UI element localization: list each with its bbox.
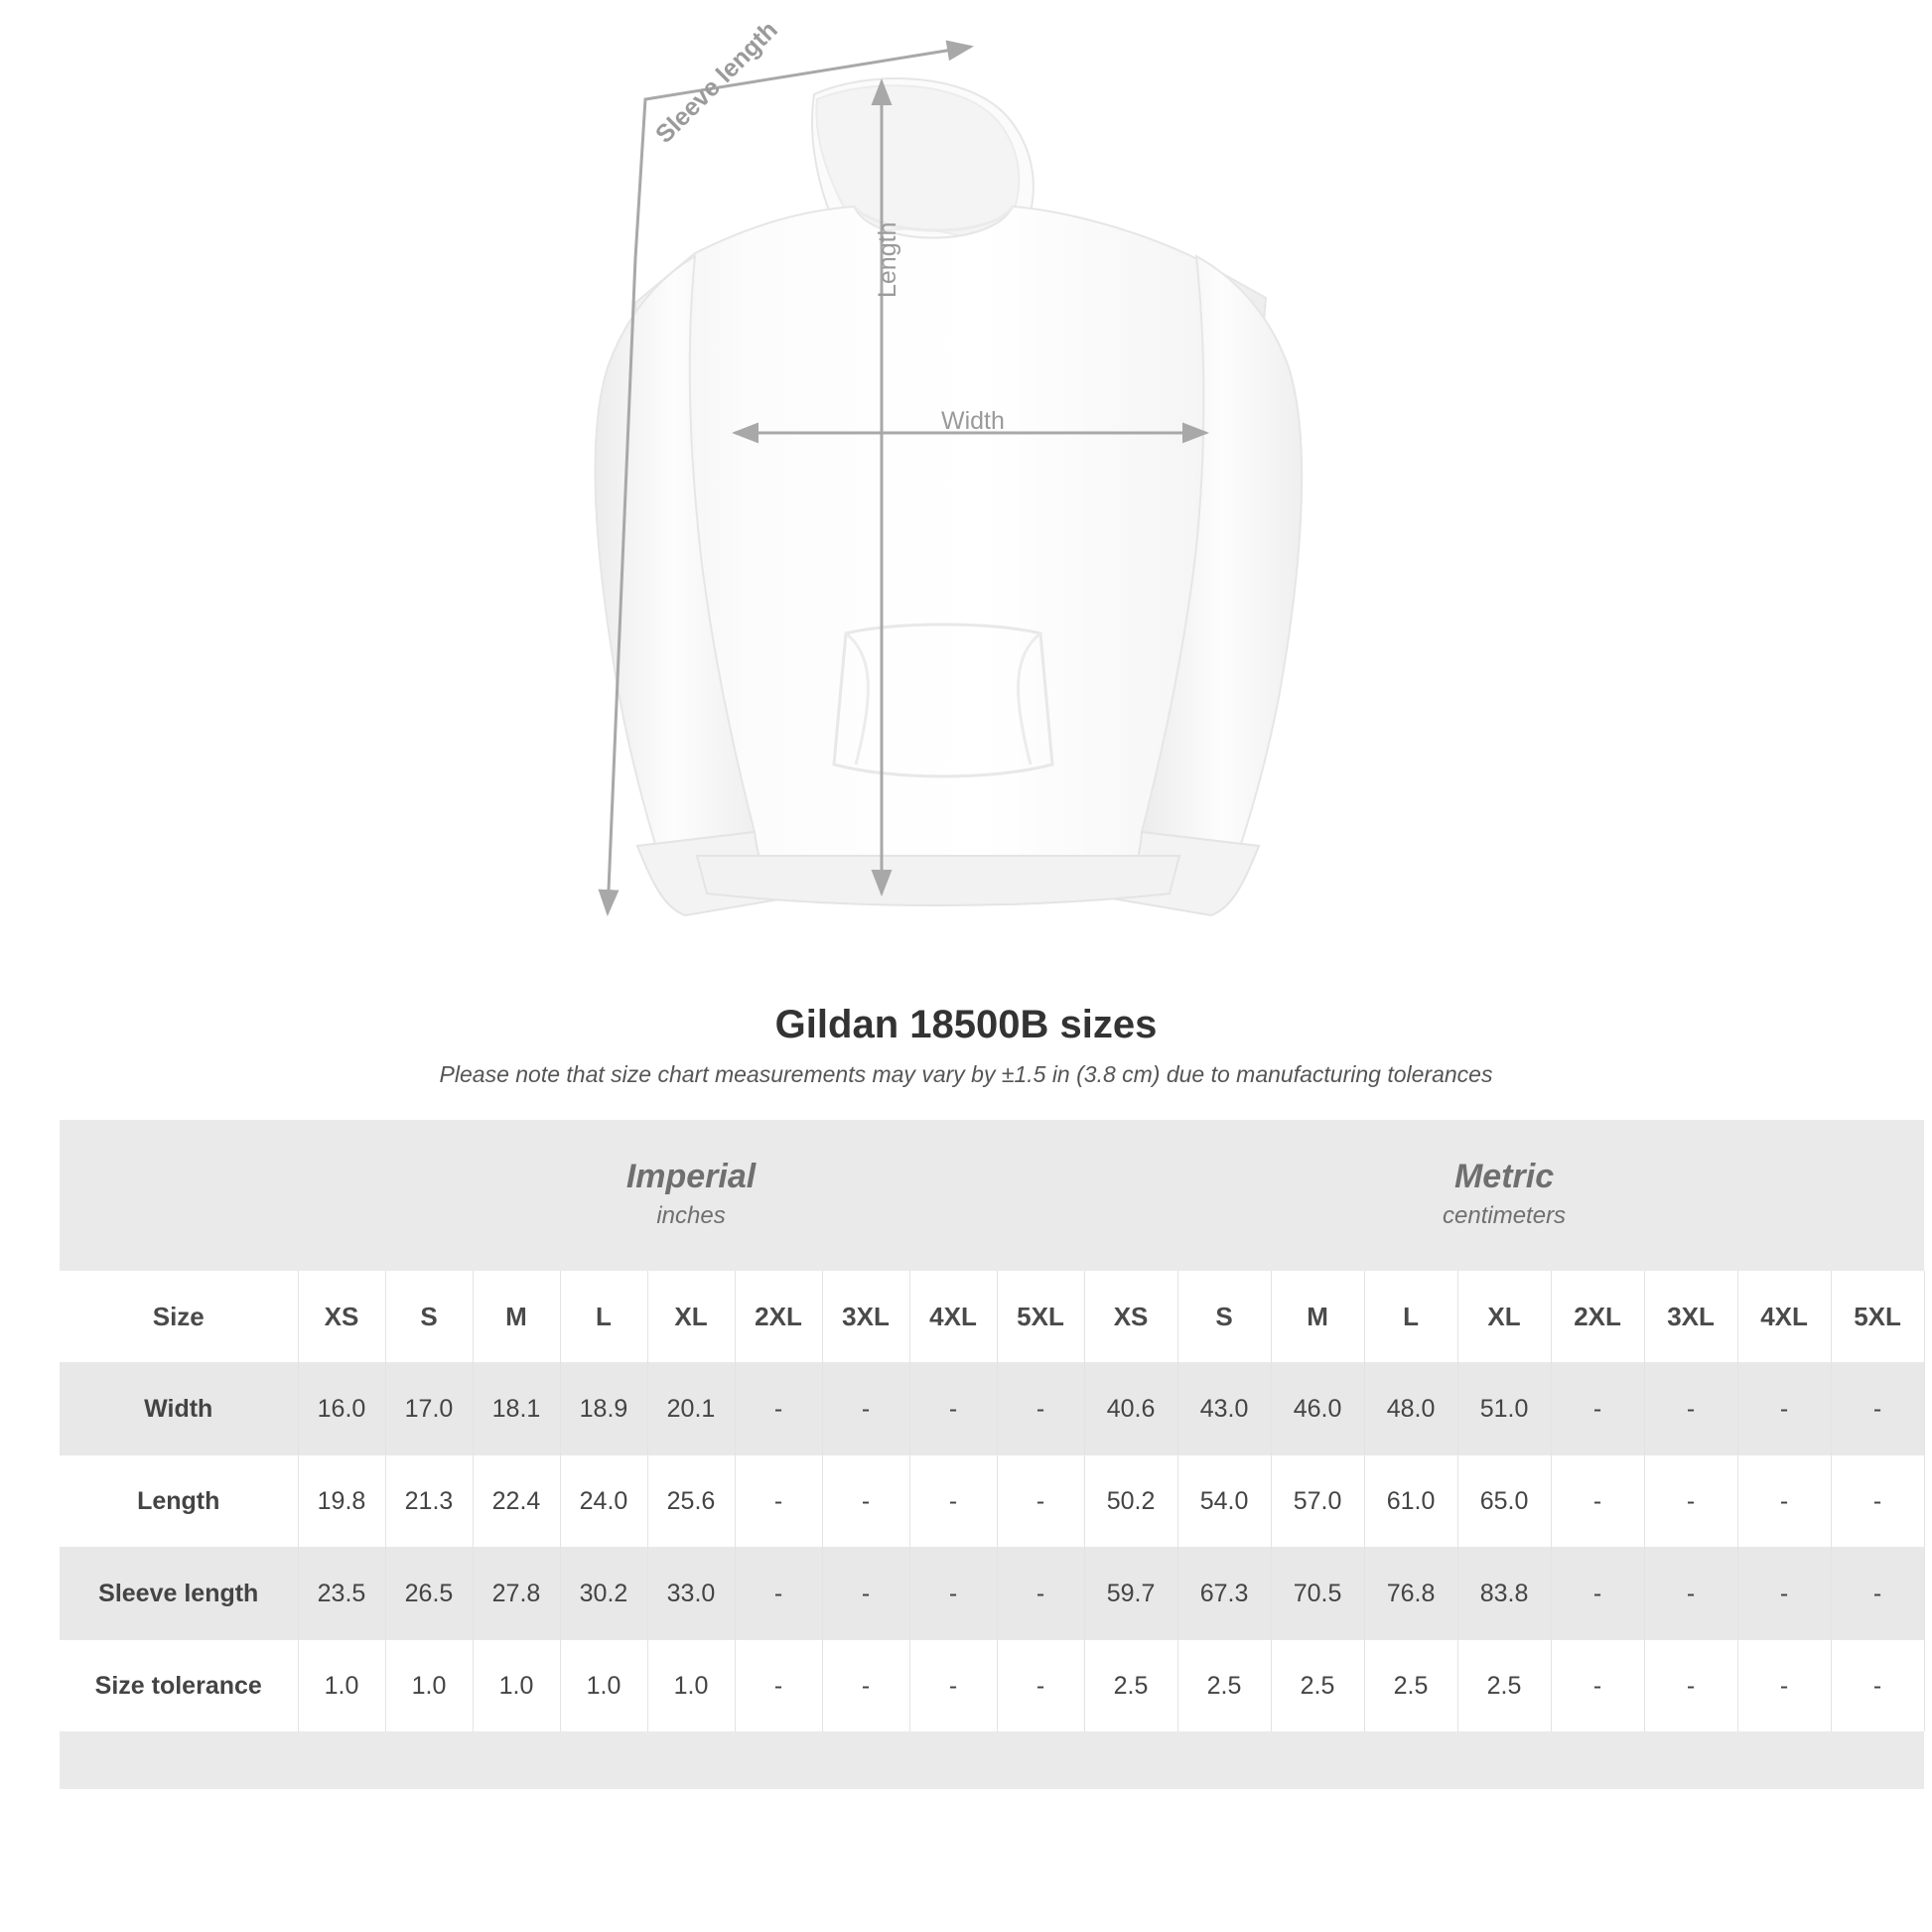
cell-length-imperial-3xl: - [822, 1455, 909, 1548]
header-metric-4xl: 4XL [1737, 1271, 1831, 1363]
header-imperial-xs: XS [298, 1271, 385, 1363]
header-metric-s: S [1177, 1271, 1271, 1363]
cell-length-metric-4xl: - [1737, 1455, 1831, 1548]
cell-length-imperial-5xl: - [997, 1455, 1084, 1548]
size-chart-table [60, 1120, 1925, 1789]
cell-tolerance-imperial-5xl: - [997, 1640, 1084, 1732]
cell-width-metric-2xl: - [1551, 1363, 1644, 1455]
cell-tolerance-metric-l: 2.5 [1364, 1640, 1457, 1732]
cell-sleeve-imperial-5xl: - [997, 1548, 1084, 1640]
size-header-label: Size [60, 1271, 298, 1363]
cell-sleeve-imperial-l: 30.2 [560, 1548, 647, 1640]
cell-width-imperial-l: 18.9 [560, 1363, 647, 1455]
cell-length-metric-xs: 50.2 [1084, 1455, 1177, 1548]
cell-tolerance-imperial-3xl: - [822, 1640, 909, 1732]
cell-length-imperial-m: 22.4 [473, 1455, 560, 1548]
cell-sleeve-metric-l: 76.8 [1364, 1548, 1457, 1640]
cell-sleeve-metric-s: 67.3 [1177, 1548, 1271, 1640]
cell-tolerance-metric-xs: 2.5 [1084, 1640, 1177, 1732]
unit-spacer-cell [60, 1120, 298, 1271]
unit-header-row [60, 1120, 1924, 1271]
cell-sleeve-imperial-3xl: - [822, 1548, 909, 1640]
header-metric-xs: XS [1084, 1271, 1177, 1363]
cell-tolerance-metric-4xl: - [1737, 1640, 1831, 1732]
cell-length-imperial-2xl: - [735, 1455, 822, 1548]
tolerance-note: Please note that size chart measurements may vary by ±1.5 in (3.8 cm) due to manufacturing tolerances [439, 1061, 1493, 1087]
imperial-sub-label: inches [656, 1202, 726, 1230]
length-dimension-label: Length [874, 221, 901, 298]
cell-width-metric-m: 46.0 [1271, 1363, 1364, 1455]
header-imperial-5xl: 5XL [997, 1271, 1084, 1363]
header-imperial-2xl: 2XL [735, 1271, 822, 1363]
metric-unit-cell [1084, 1120, 1924, 1271]
cell-tolerance-imperial-xl: 1.0 [647, 1640, 735, 1732]
cell-sleeve-imperial-xl: 33.0 [647, 1548, 735, 1640]
header-metric-3xl: 3XL [1644, 1271, 1737, 1363]
cell-sleeve-metric-5xl: - [1831, 1548, 1924, 1640]
table-row [60, 1363, 1924, 1455]
cell-tolerance-metric-xl: 2.5 [1457, 1640, 1551, 1732]
cell-length-imperial-s: 21.3 [385, 1455, 473, 1548]
table-footer-cell [60, 1731, 1924, 1789]
header-imperial-s: S [385, 1271, 473, 1363]
cell-length-metric-5xl: - [1831, 1455, 1924, 1548]
header-metric-m: M [1271, 1271, 1364, 1363]
cell-width-imperial-3xl: - [822, 1363, 909, 1455]
table-row [60, 1548, 1924, 1640]
cell-length-metric-m: 57.0 [1271, 1455, 1364, 1548]
cell-sleeve-metric-3xl: - [1644, 1548, 1737, 1640]
row-label-size-tolerance: Size tolerance [60, 1640, 298, 1732]
cell-sleeve-metric-m: 70.5 [1271, 1548, 1364, 1640]
cell-sleeve-metric-2xl: - [1551, 1548, 1644, 1640]
cell-tolerance-imperial-s: 1.0 [385, 1640, 473, 1732]
cell-tolerance-metric-5xl: - [1831, 1640, 1924, 1732]
row-label-width: Width [60, 1363, 298, 1455]
width-dimension-label: Width [941, 407, 1005, 435]
size-table-wrapper [60, 1120, 1901, 1789]
header-metric-xl: XL [1457, 1271, 1551, 1363]
cell-sleeve-metric-xs: 59.7 [1084, 1548, 1177, 1640]
header-metric-2xl: 2XL [1551, 1271, 1644, 1363]
cell-tolerance-metric-3xl: - [1644, 1640, 1737, 1732]
cell-sleeve-metric-4xl: - [1737, 1548, 1831, 1640]
cell-length-metric-s: 54.0 [1177, 1455, 1271, 1548]
cell-width-metric-s: 43.0 [1177, 1363, 1271, 1455]
cell-width-metric-3xl: - [1644, 1363, 1737, 1455]
size-header-row [60, 1271, 1924, 1363]
imperial-unit-cell [298, 1120, 1084, 1271]
page-title: Gildan 18500B sizes [774, 1003, 1158, 1046]
cell-length-metric-l: 61.0 [1364, 1455, 1457, 1548]
cell-length-metric-2xl: - [1551, 1455, 1644, 1548]
cell-sleeve-imperial-s: 26.5 [385, 1548, 473, 1640]
header-imperial-xl: XL [647, 1271, 735, 1363]
cell-length-imperial-xs: 19.8 [298, 1455, 385, 1548]
cell-tolerance-imperial-4xl: - [909, 1640, 997, 1732]
table-row [60, 1455, 1924, 1548]
metric-label: Metric [1453, 1157, 1555, 1195]
sleeve-length-dimension-label: Sleeve length [650, 16, 783, 149]
imperial-label: Imperial [625, 1157, 757, 1195]
cell-tolerance-imperial-l: 1.0 [560, 1640, 647, 1732]
cell-width-imperial-m: 18.1 [473, 1363, 560, 1455]
table-footer-row [60, 1731, 1924, 1789]
cell-width-metric-xl: 51.0 [1457, 1363, 1551, 1455]
cell-width-imperial-xl: 20.1 [647, 1363, 735, 1455]
title-block [0, 1003, 1932, 1088]
cell-sleeve-imperial-m: 27.8 [473, 1548, 560, 1640]
cell-width-metric-xs: 40.6 [1084, 1363, 1177, 1455]
cell-width-imperial-s: 17.0 [385, 1363, 473, 1455]
header-imperial-3xl: 3XL [822, 1271, 909, 1363]
table-row [60, 1640, 1924, 1732]
cell-width-imperial-4xl: - [909, 1363, 997, 1455]
cell-length-metric-3xl: - [1644, 1455, 1737, 1548]
cell-tolerance-imperial-xs: 1.0 [298, 1640, 385, 1732]
cell-tolerance-imperial-m: 1.0 [473, 1640, 560, 1732]
cell-length-imperial-4xl: - [909, 1455, 997, 1548]
cell-sleeve-metric-xl: 83.8 [1457, 1548, 1551, 1640]
header-imperial-4xl: 4XL [909, 1271, 997, 1363]
metric-sub-label: centimeters [1443, 1202, 1567, 1230]
cell-width-metric-5xl: - [1831, 1363, 1924, 1455]
cell-tolerance-metric-m: 2.5 [1271, 1640, 1364, 1732]
cell-width-metric-l: 48.0 [1364, 1363, 1457, 1455]
header-imperial-m: M [473, 1271, 560, 1363]
row-label-length: Length [60, 1455, 298, 1548]
header-metric-l: L [1364, 1271, 1457, 1363]
cell-tolerance-imperial-2xl: - [735, 1640, 822, 1732]
cell-length-imperial-xl: 25.6 [647, 1455, 735, 1548]
cell-width-imperial-2xl: - [735, 1363, 822, 1455]
cell-sleeve-imperial-xs: 23.5 [298, 1548, 385, 1640]
cell-length-metric-xl: 65.0 [1457, 1455, 1551, 1548]
header-imperial-l: L [560, 1271, 647, 1363]
cell-sleeve-imperial-4xl: - [909, 1548, 997, 1640]
cell-tolerance-metric-2xl: - [1551, 1640, 1644, 1732]
cell-width-metric-4xl: - [1737, 1363, 1831, 1455]
cell-tolerance-metric-s: 2.5 [1177, 1640, 1271, 1732]
header-metric-5xl: 5XL [1831, 1271, 1924, 1363]
cell-length-imperial-l: 24.0 [560, 1455, 647, 1548]
cell-width-imperial-xs: 16.0 [298, 1363, 385, 1455]
row-label-sleeve-length: Sleeve length [60, 1548, 298, 1640]
cell-sleeve-imperial-2xl: - [735, 1548, 822, 1640]
cell-width-imperial-5xl: - [997, 1363, 1084, 1455]
